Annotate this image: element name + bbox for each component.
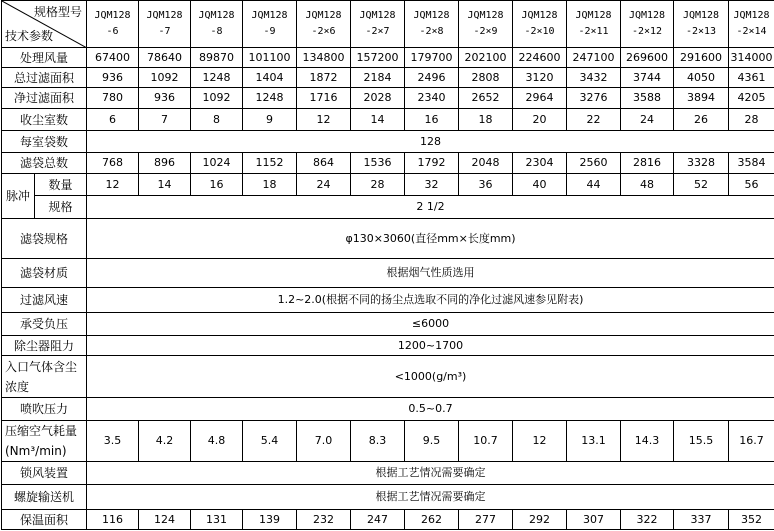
- row-label: 喷吹压力: [2, 398, 87, 421]
- value-cell: 9: [243, 109, 297, 131]
- value-cell: 1716: [297, 88, 351, 109]
- value-cell: 16: [191, 174, 243, 196]
- model-variant: -2×6: [311, 26, 336, 37]
- value-cell: 247100: [567, 48, 621, 68]
- value-cell: 14.3: [621, 421, 674, 462]
- row-label: 除尘器阻力: [2, 336, 87, 356]
- model-series: JQM128: [628, 10, 666, 21]
- table-row: [2, 421, 774, 462]
- merged-value-cell: 1200~1700: [87, 336, 774, 356]
- model-variant: -2×13: [685, 26, 717, 37]
- value-cell: 48: [621, 174, 674, 196]
- table-row: [2, 88, 774, 109]
- corner-bottom-label: 技术参数: [5, 29, 54, 43]
- value-cell: 78640: [139, 48, 191, 68]
- model-series: JQM128: [305, 10, 342, 21]
- row-label: 处理风量: [2, 48, 87, 68]
- row-label: 滤袋材质: [2, 259, 87, 288]
- value-cell: 3.5: [87, 421, 139, 462]
- value-cell: 1792: [405, 153, 459, 174]
- value-cell: 232: [297, 510, 351, 530]
- value-cell: 291600: [674, 48, 729, 68]
- model-variant: -2×11: [578, 26, 609, 37]
- value-cell: 24: [621, 109, 674, 131]
- model-series: JQM128: [467, 10, 504, 21]
- value-cell: 3588: [621, 88, 674, 109]
- merged-value-cell: 128: [87, 131, 774, 153]
- value-cell: 12: [513, 421, 567, 462]
- value-cell: 1092: [191, 88, 243, 109]
- value-cell: 2808: [459, 68, 513, 88]
- value-cell: 2964: [513, 88, 567, 109]
- value-cell: 1536: [351, 153, 405, 174]
- table-row: [2, 48, 774, 68]
- value-cell: 2652: [459, 88, 513, 109]
- value-cell: 116: [87, 510, 139, 530]
- row-label: 收尘室数: [2, 109, 87, 131]
- row-label: 过滤风速: [2, 288, 87, 313]
- value-cell: 4.2: [139, 421, 191, 462]
- value-cell: 2560: [567, 153, 621, 174]
- table-row: [2, 356, 774, 398]
- row-label: 数量: [35, 174, 87, 196]
- value-cell: 16: [405, 109, 459, 131]
- table-row: [2, 288, 774, 313]
- value-cell: 139: [243, 510, 297, 530]
- value-cell: 7.0: [297, 421, 351, 462]
- value-cell: 3328: [674, 153, 729, 174]
- value-cell: 3894: [674, 88, 729, 109]
- value-cell: 8.3: [351, 421, 405, 462]
- value-cell: 3432: [567, 68, 621, 88]
- spec-table: [1, 0, 774, 530]
- corner-top-label: 规格型号: [33, 5, 82, 19]
- value-cell: 1872: [297, 68, 351, 88]
- value-cell: 1248: [191, 68, 243, 88]
- value-cell: 202100: [459, 48, 513, 68]
- merged-value-cell: 根据烟气性质选用: [87, 259, 774, 288]
- value-cell: 2496: [405, 68, 459, 88]
- value-cell: 780: [87, 88, 139, 109]
- value-cell: 5.4: [243, 421, 297, 462]
- model-header-cell: [139, 1, 191, 48]
- value-cell: 14: [139, 174, 191, 196]
- model-header-cell: [191, 1, 243, 48]
- row-label: 入口气体含尘浓度: [2, 356, 87, 398]
- value-cell: 28: [351, 174, 405, 196]
- value-cell: 13.1: [567, 421, 621, 462]
- table-row: [2, 259, 774, 288]
- value-cell: 2304: [513, 153, 567, 174]
- model-header-cell: [405, 1, 459, 48]
- value-cell: 322: [621, 510, 674, 530]
- value-cell: 7: [139, 109, 191, 131]
- value-cell: 22: [567, 109, 621, 131]
- value-cell: 1404: [243, 68, 297, 88]
- value-cell: 6: [87, 109, 139, 131]
- value-cell: 56: [729, 174, 774, 196]
- corner-header-cell: [2, 1, 87, 48]
- model-series: JQM128: [733, 10, 770, 21]
- value-cell: 3120: [513, 68, 567, 88]
- value-cell: 10.7: [459, 421, 513, 462]
- model-variant: -2×12: [631, 26, 663, 37]
- value-cell: 36: [459, 174, 513, 196]
- value-cell: 1152: [243, 153, 297, 174]
- value-cell: 40: [513, 174, 567, 196]
- value-cell: 157200: [351, 48, 405, 68]
- value-cell: 269600: [621, 48, 674, 68]
- value-cell: 52: [674, 174, 729, 196]
- value-cell: 307: [567, 510, 621, 530]
- merged-value-cell: ≤6000: [87, 313, 774, 336]
- value-cell: 14: [351, 109, 405, 131]
- table-row: [2, 398, 774, 421]
- table-row: [2, 336, 774, 356]
- model-variant: -2×14: [736, 26, 767, 37]
- merged-value-cell: 1.2~2.0(根据不同的扬尘点选取不同的净化过滤风速参见附表): [87, 288, 774, 313]
- value-cell: 4205: [729, 88, 774, 109]
- value-cell: 26: [674, 109, 729, 131]
- value-cell: 1024: [191, 153, 243, 174]
- value-cell: 2340: [405, 88, 459, 109]
- table-row: [2, 68, 774, 88]
- model-header-cell: [87, 1, 139, 48]
- value-cell: 12: [297, 109, 351, 131]
- value-cell: 2184: [351, 68, 405, 88]
- table-row: [2, 174, 774, 196]
- row-label: 承受负压: [2, 313, 87, 336]
- model-header-cell: [621, 1, 674, 48]
- row-label: 螺旋输送机: [2, 485, 87, 510]
- table-row: [2, 219, 774, 259]
- model-variant: -2×7: [365, 26, 390, 37]
- table-row: [2, 196, 774, 219]
- merged-value-cell: 0.5~0.7: [87, 398, 774, 421]
- value-cell: 314000: [729, 48, 774, 68]
- model-series: JQM128: [575, 10, 612, 21]
- row-label: 压缩空气耗量(Nm³/min): [2, 421, 87, 462]
- value-cell: 131: [191, 510, 243, 530]
- model-header-cell: [351, 1, 405, 48]
- merged-value-cell: 根据工艺情况需要确定: [87, 485, 774, 510]
- value-cell: 4361: [729, 68, 774, 88]
- row-label: 总过滤面积: [2, 68, 87, 88]
- model-series: JQM128: [251, 10, 288, 21]
- value-cell: 179700: [405, 48, 459, 68]
- model-series: JQM128: [359, 10, 396, 21]
- model-variant: -9: [263, 26, 276, 37]
- table-row: [2, 510, 774, 530]
- model-header-cell: [567, 1, 621, 48]
- model-series: JQM128: [521, 10, 558, 21]
- row-label: 净过滤面积: [2, 88, 87, 109]
- model-header-cell: [297, 1, 351, 48]
- row-label: 锁风装置: [2, 462, 87, 485]
- value-cell: 15.5: [674, 421, 729, 462]
- merged-value-cell: 根据工艺情况需要确定: [87, 462, 774, 485]
- value-cell: 896: [139, 153, 191, 174]
- model-series: JQM128: [146, 10, 183, 21]
- row-label: 保温面积: [2, 510, 87, 530]
- value-cell: 3584: [729, 153, 774, 174]
- model-header-cell: [674, 1, 729, 48]
- value-cell: 8: [191, 109, 243, 131]
- value-cell: 18: [243, 174, 297, 196]
- value-cell: 2048: [459, 153, 513, 174]
- value-cell: 44: [567, 174, 621, 196]
- value-cell: 247: [351, 510, 405, 530]
- value-cell: 337: [674, 510, 729, 530]
- model-variant: -6: [106, 26, 119, 37]
- value-cell: 67400: [87, 48, 139, 68]
- model-variant: -2×10: [524, 26, 555, 37]
- value-cell: 28: [729, 109, 774, 131]
- model-series: JQM128: [198, 10, 235, 21]
- value-cell: 1092: [139, 68, 191, 88]
- model-series: JQM128: [94, 10, 131, 21]
- value-cell: 292: [513, 510, 567, 530]
- value-cell: 936: [139, 88, 191, 109]
- table-row: [2, 131, 774, 153]
- value-cell: 3744: [621, 68, 674, 88]
- model-series: JQM128: [413, 10, 450, 21]
- model-header-cell: [243, 1, 297, 48]
- value-cell: 277: [459, 510, 513, 530]
- table-row: [2, 153, 774, 174]
- model-variant: -2×8: [419, 26, 444, 37]
- value-cell: 224600: [513, 48, 567, 68]
- value-cell: 124: [139, 510, 191, 530]
- table-row: [2, 485, 774, 510]
- row-label: 规格: [35, 196, 87, 219]
- row-label: 滤袋总数: [2, 153, 87, 174]
- value-cell: 24: [297, 174, 351, 196]
- value-cell: 18: [459, 109, 513, 131]
- value-cell: 134800: [297, 48, 351, 68]
- value-cell: 864: [297, 153, 351, 174]
- table-row: [2, 462, 774, 485]
- table-row: [2, 109, 774, 131]
- model-variant: -8: [210, 26, 223, 37]
- row-group-label: 脉冲: [2, 174, 35, 219]
- value-cell: 9.5: [405, 421, 459, 462]
- value-cell: 3276: [567, 88, 621, 109]
- value-cell: 89870: [191, 48, 243, 68]
- value-cell: 936: [87, 68, 139, 88]
- row-label: 每室袋数: [2, 131, 87, 153]
- model-header-cell: [513, 1, 567, 48]
- merged-value-cell: 2 1/2: [87, 196, 774, 219]
- header-row: [2, 1, 774, 48]
- value-cell: 352: [729, 510, 774, 530]
- merged-value-cell: φ130×3060(直径mm×长度mm): [87, 219, 774, 259]
- value-cell: 32: [405, 174, 459, 196]
- table-row: [2, 313, 774, 336]
- value-cell: 768: [87, 153, 139, 174]
- value-cell: 1248: [243, 88, 297, 109]
- value-cell: 4050: [674, 68, 729, 88]
- value-cell: 2816: [621, 153, 674, 174]
- value-cell: 262: [405, 510, 459, 530]
- merged-value-cell: <1000(g/m³): [87, 356, 774, 398]
- value-cell: 12: [87, 174, 139, 196]
- value-cell: 101100: [243, 48, 297, 68]
- model-variant: -2×9: [473, 26, 498, 37]
- row-label: 滤袋规格: [2, 219, 87, 259]
- value-cell: 2028: [351, 88, 405, 109]
- model-series: JQM128: [682, 10, 720, 21]
- value-cell: 4.8: [191, 421, 243, 462]
- model-header-cell: [459, 1, 513, 48]
- model-variant: -7: [158, 26, 171, 37]
- value-cell: 20: [513, 109, 567, 131]
- value-cell: 16.7: [729, 421, 774, 462]
- model-header-cell: [729, 1, 774, 48]
